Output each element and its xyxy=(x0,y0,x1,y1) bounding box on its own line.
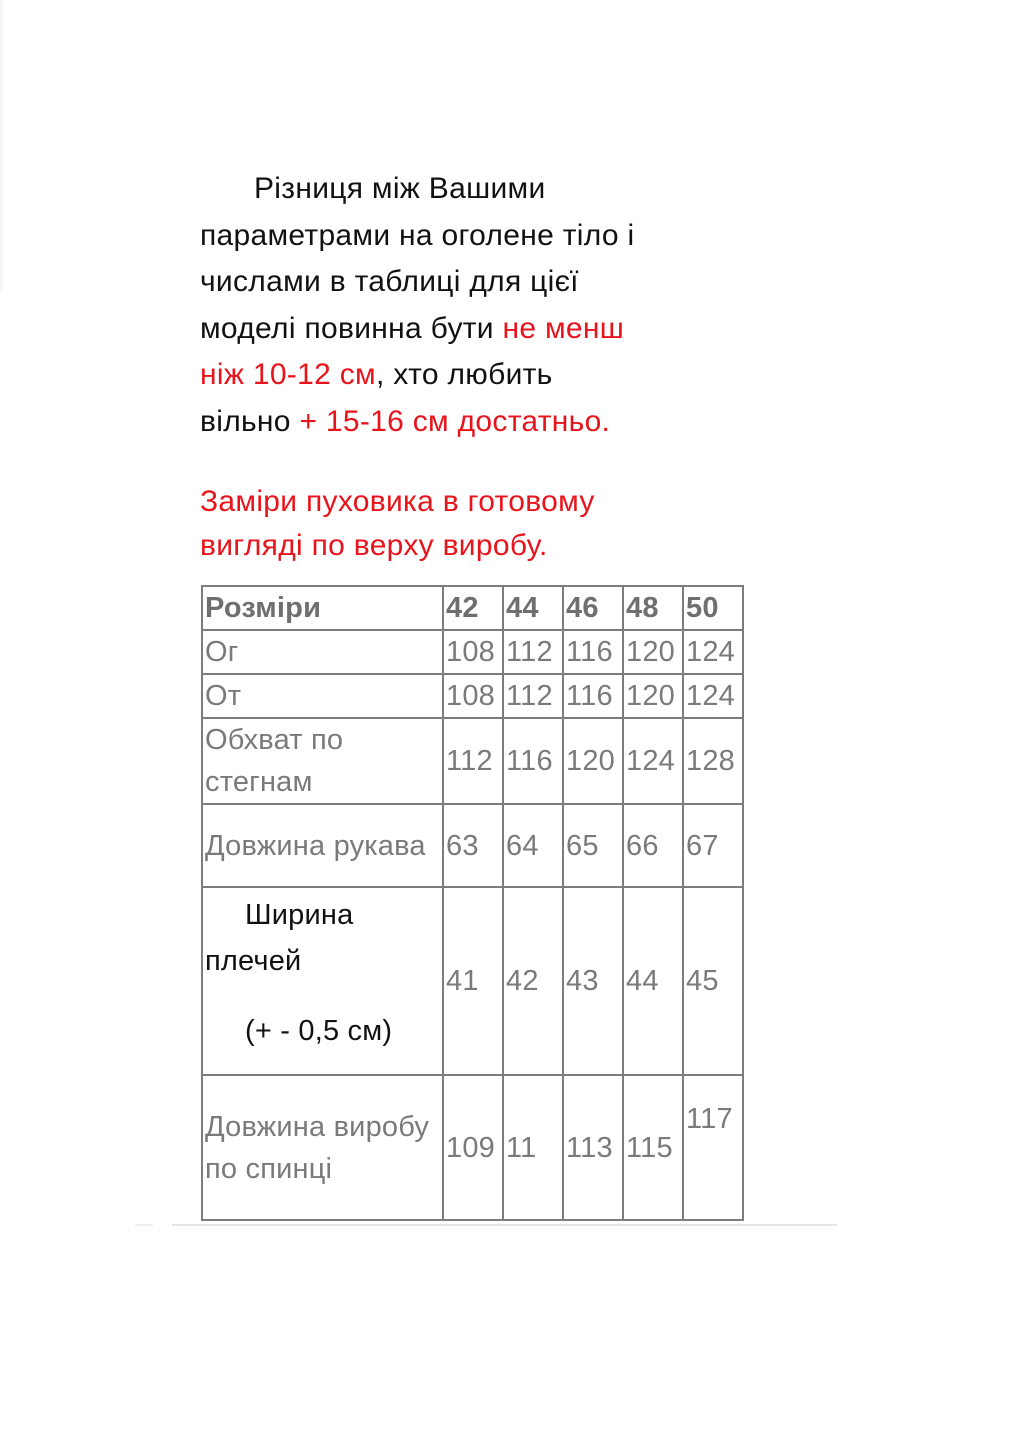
row-label: Довжина виробу по спинці xyxy=(202,1075,443,1220)
intro-line-6: вільно + 15-16 см достатньо. xyxy=(200,404,611,438)
intro-line-2: параметрами на оголене тіло і xyxy=(200,218,635,252)
table-cell: 116 xyxy=(563,630,623,674)
table-cell: 108 xyxy=(443,674,503,718)
table-cell: 63 xyxy=(443,804,503,887)
intro-line-5: ніж 10-12 см, хто любить xyxy=(200,358,553,391)
table-cell: 124 xyxy=(623,718,683,804)
table-cell: 113 xyxy=(563,1075,623,1220)
row-label: Довжина рукава xyxy=(202,804,443,887)
table-cell: 115 xyxy=(623,1075,683,1220)
table-cell: 108 xyxy=(443,630,503,674)
table-row xyxy=(202,718,743,804)
table-cell: 124 xyxy=(683,674,743,718)
table-cell: 124 xyxy=(683,630,743,674)
table-cell: 67 xyxy=(683,804,743,887)
divider-short xyxy=(135,1224,153,1226)
table-cell: 109 xyxy=(443,1075,503,1220)
table-cell: 66 xyxy=(623,804,683,887)
intro-line-1: Різниця між Вашими xyxy=(254,172,546,205)
loose-fit-allowance: + 15-16 см достатньо. xyxy=(299,404,611,438)
table-cell: 128 xyxy=(683,718,743,804)
table-cell: 120 xyxy=(563,718,623,804)
table-cell: 41 xyxy=(443,887,503,1075)
table-cell: 120 xyxy=(623,630,683,674)
table-cell: 120 xyxy=(623,674,683,718)
table-cell: 65 xyxy=(563,804,623,887)
table-row xyxy=(202,674,743,718)
table-row xyxy=(202,887,743,1075)
tolerance-note: (+ - 0,5 см) xyxy=(245,1015,393,1047)
size-chart-table xyxy=(201,585,744,1221)
table-cell: 43 xyxy=(563,887,623,1075)
table-cell: 45 xyxy=(683,887,743,1075)
header-size: 50 xyxy=(683,586,743,630)
intro-line-3: числами в таблиці для цієї xyxy=(200,265,579,298)
min-allowance-highlight: не менш xyxy=(502,311,625,345)
table-row xyxy=(202,804,743,887)
table-cell: 112 xyxy=(503,630,563,674)
table-cell: 112 xyxy=(503,674,563,718)
row-label: От xyxy=(202,674,443,718)
intro-line-4: моделі повинна бути не менш xyxy=(200,311,625,345)
header-size: 42 xyxy=(443,586,503,630)
min-allowance-value: ніж 10-12 см xyxy=(200,358,376,391)
note-line-2: вигляді по верху виробу. xyxy=(200,529,548,562)
table-cell: 44 xyxy=(623,887,683,1075)
row-label: Ширина плечей (+ - 0,5 см) xyxy=(202,887,443,1075)
table-cell: 42 xyxy=(503,887,563,1075)
divider-line xyxy=(172,1224,837,1226)
table-header-row xyxy=(202,586,743,630)
table-row xyxy=(202,630,743,674)
table-cell: 64 xyxy=(503,804,563,887)
row-label: Обхват по стегнам xyxy=(202,718,443,804)
page-left-edge xyxy=(0,0,3,292)
table-cell: 116 xyxy=(503,718,563,804)
table-row xyxy=(202,1075,743,1220)
header-size: 46 xyxy=(563,586,623,630)
row-label: Ог xyxy=(202,630,443,674)
header-size: 48 xyxy=(623,586,683,630)
table-cell: 117 xyxy=(683,1075,743,1220)
measurement-note xyxy=(200,480,780,568)
table-cell: 116 xyxy=(563,674,623,718)
header-size: 44 xyxy=(503,586,563,630)
header-label: Розміри xyxy=(202,586,443,630)
table-cell: 11 xyxy=(503,1075,563,1220)
note-line-1: Заміри пуховика в готовому xyxy=(200,485,595,518)
fit-advice-paragraph xyxy=(200,166,780,445)
table-cell: 112 xyxy=(443,718,503,804)
